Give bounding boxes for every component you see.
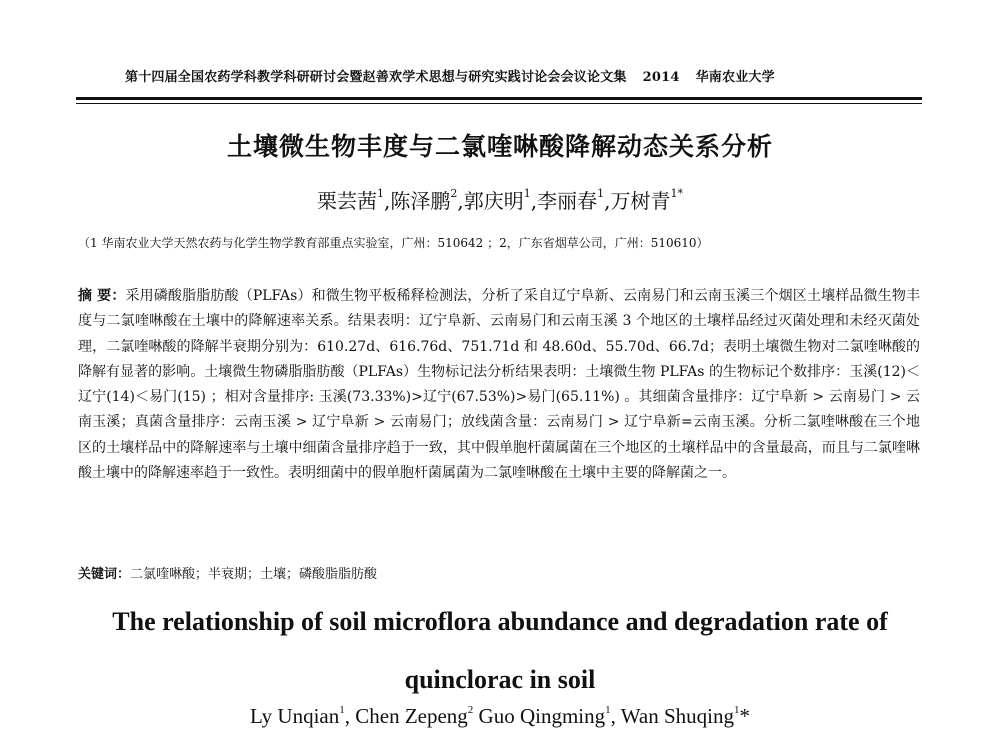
conference-host: 华南农业大学 xyxy=(695,70,775,85)
keywords-text: 二氯喹啉酸；半衰期；土壤；磷酸脂脂肪酸 xyxy=(130,567,378,582)
header-rule-thick xyxy=(76,97,922,100)
affiliation: （1 华南农业大学天然农药与化学生物学教育部重点实验室，广州：510642 ；2，广东省烟草公司，广州：510610） xyxy=(78,236,709,250)
conference-name: 第十四届全国农药学科教学科研研讨会暨赵善欢学术思想与研究实践讨论会会议论文集 xyxy=(125,70,627,85)
author-en-name: , Chen Zepeng xyxy=(344,704,468,728)
author-en-name: , Wan Shuqing xyxy=(610,704,734,728)
author-en-affil-mark: 1 xyxy=(339,704,345,716)
authors-cn xyxy=(0,185,1000,214)
author-en-name: Ly Unqian xyxy=(250,704,340,728)
authors-en xyxy=(0,704,1000,729)
keywords-label: 关键词： xyxy=(78,567,131,582)
abstract-text: 采用磷酸脂脂肪酸（PLFAs）和微生物平板稀释检测法，分析了采自辽宁阜新、云南易门和云南玉溪三个烟区土壤样品微生物丰度与二氯喹啉酸在土壤中的降解速率关系。结果表明：辽宁阜新、云南易门和云南玉溪 3 个地区的土壤样品经过灭菌处理和未经灭菌处理，二氯喹啉酸的降解半衰期分别为：610.27d、616.76d、751.71d 和 48.60d、55.70d、66.7d；表明土壤微生物对二氯喹啉酸的降解有显著的影响。土壤微生物磷脂脂肪酸（PLFAs）生物标记法分析结果表明：土壤微生物 PLFAs 的生物标记个数排序：玉溪(12)＜辽宁(14)＜易门(15) ；相对含量排序: 玉溪(73.33%)>辽宁(67.53%)>易门(65.11%) 。其细菌含量排序：辽宁阜新 > 云南易门 > 云南玉溪；真菌含量排序：云南玉溪 > 辽宁阜新 > 云南易门；放线菌含量：云南易门 > 辽宁阜新=云南玉溪。分析二氯喹啉酸在三个地区的土壤样品中的降解速率与土壤中细菌含量排序趋于一致，其中假单胞杆菌属菌在三个地区的土壤样品中的含量最高，而且与二氯喹啉酸土壤中的降解速率趋于一致性。表明细菌中的假单胞杆菌属菌为二氯喹啉酸在土壤中主要的降解菌之一。 xyxy=(78,288,920,482)
abstract xyxy=(78,284,920,486)
author-cn-affil-mark: 1* xyxy=(670,187,683,201)
author-en-affil-mark: 2 xyxy=(467,704,474,716)
author-en-affil-mark: 1 xyxy=(734,704,740,716)
author-cn-affil-mark: 1 xyxy=(523,187,531,201)
author-cn-name: ,李丽春 xyxy=(530,189,598,213)
author-en-affil-mark: 1 xyxy=(605,704,611,716)
author-cn-affil-mark: 1 xyxy=(597,187,605,201)
author-cn-name: 栗芸茜 xyxy=(317,189,378,213)
conference-year: 2014 xyxy=(642,70,680,85)
author-cn-name: ,郭庆明 xyxy=(457,189,524,213)
author-cn-name: ,陈泽鹏 xyxy=(384,189,451,213)
keywords xyxy=(78,563,920,582)
running-header xyxy=(125,66,775,85)
author-cn-name: ,万树青 xyxy=(604,189,671,213)
author-en-name: Guo Qingming xyxy=(473,704,606,728)
header-rule-thin xyxy=(76,103,922,104)
abstract-label: 摘 要： xyxy=(78,288,126,304)
author-cn-affil-mark: 2 xyxy=(450,187,458,201)
paper-title-en: The relationship of soil microflora abundance and degradation rate of quinclorac in soil xyxy=(112,607,888,694)
corresponding-mark: * xyxy=(739,704,750,728)
paper-title-cn: 土壤微生物丰度与二氯喹啉酸降解动态关系分析 xyxy=(226,132,773,161)
author-cn-affil-mark: 1 xyxy=(377,187,385,201)
